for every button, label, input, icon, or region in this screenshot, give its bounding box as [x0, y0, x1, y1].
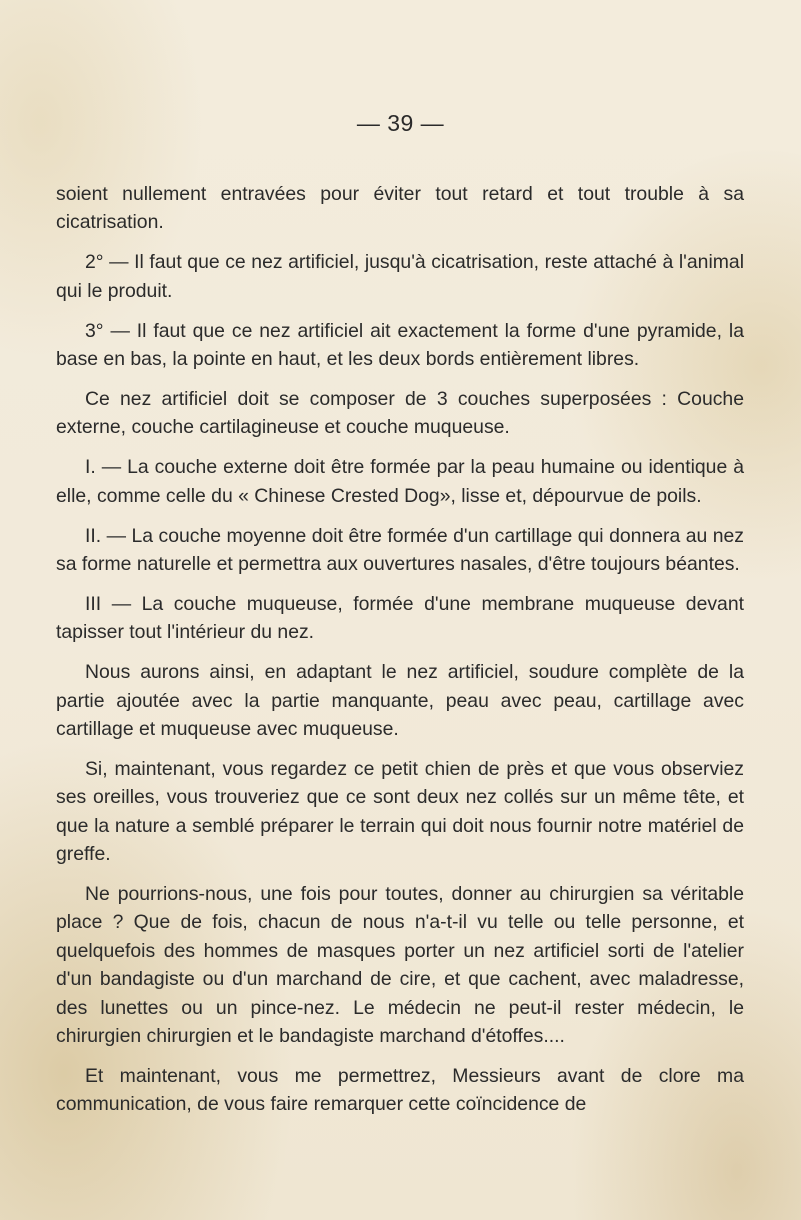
paragraph-layer-middle: II. — La couche moyenne doit être formée d'un cartillage qui donnera au nez sa forme naturelle et permettra aux ouvertures nasales, d'être toujours béantes. [56, 524, 744, 575]
paragraph-conclusion: Et maintenant, vous me permettrez, Messieurs avant de clore ma communication, de vous faire remarquer cette coïncidence de [56, 1064, 744, 1116]
paragraph-condition-3: 3° — Il faut que ce nez artificiel ait exactement la forme d'une pyramide, la base en bas, la pointe en haut, et les deux bords entièrement libres. [56, 319, 744, 371]
paragraph-layer-mucous: III — La couche muqueuse, formée d'une membrane muqueuse devant tapisser tout l'intérieur du nez. [56, 592, 744, 644]
paragraph-soudure: Nous aurons ainsi, en adaptant le nez artificiel, soudure complète de la partie ajoutée avec la partie manquante, peau avec peau, cartillage avec cartillage et muqueuse avec muqueuse. [56, 661, 744, 740]
paragraph-continuation: soient nullement entravées pour éviter tout retard et tout trouble à sa cicatrisation. [56, 183, 744, 234]
paragraph-oreilles: Si, maintenant, vous regardez ce petit chien de près et que vous observiez ses oreilles, vous trouveriez que ce sont deux nez collés sur un même tête, et que la nature a semblé préparer le terrain qui doit nous fournir notre matériel de greffe. [56, 757, 744, 866]
paragraph-layers-intro: Ce nez artificiel doit se composer de 3 couches superposées : Couche externe, couche cartilagineuse et couche muqueuse. [56, 387, 744, 439]
page-number: — 39 — [356, 110, 445, 136]
paragraph-chirurgien: Ne pourrions-nous, une fois pour toutes, donner au chirurgien sa véritable place ? Que de fois, chacun de nous n'a-t-il vu telle ou telle personne, et quelquefois des hommes de masques porter un nez artificiel sorti de l'atelier d'un bandagiste ou d'un marchand de cire, et que cachent, avec maladresse, des lunettes ou un pince-nez. Le médecin ne peut-il rester médecin, le chirurgien chirurgien et le bandagiste marchand d'étoffes.... [56, 883, 744, 1048]
paragraph-condition-2: 2° — Il faut que ce nez artificiel, jusqu'à cicatrisation, reste attaché à l'animal qui le produit. [56, 251, 744, 302]
body-text [56, 180, 744, 1130]
paragraph-layer-external: I. — La couche externe doit être formée par la peau humaine ou identique à elle, comme celle du « Chinese Crested Dog», lisse et, dépourvue de poils. [56, 456, 744, 507]
